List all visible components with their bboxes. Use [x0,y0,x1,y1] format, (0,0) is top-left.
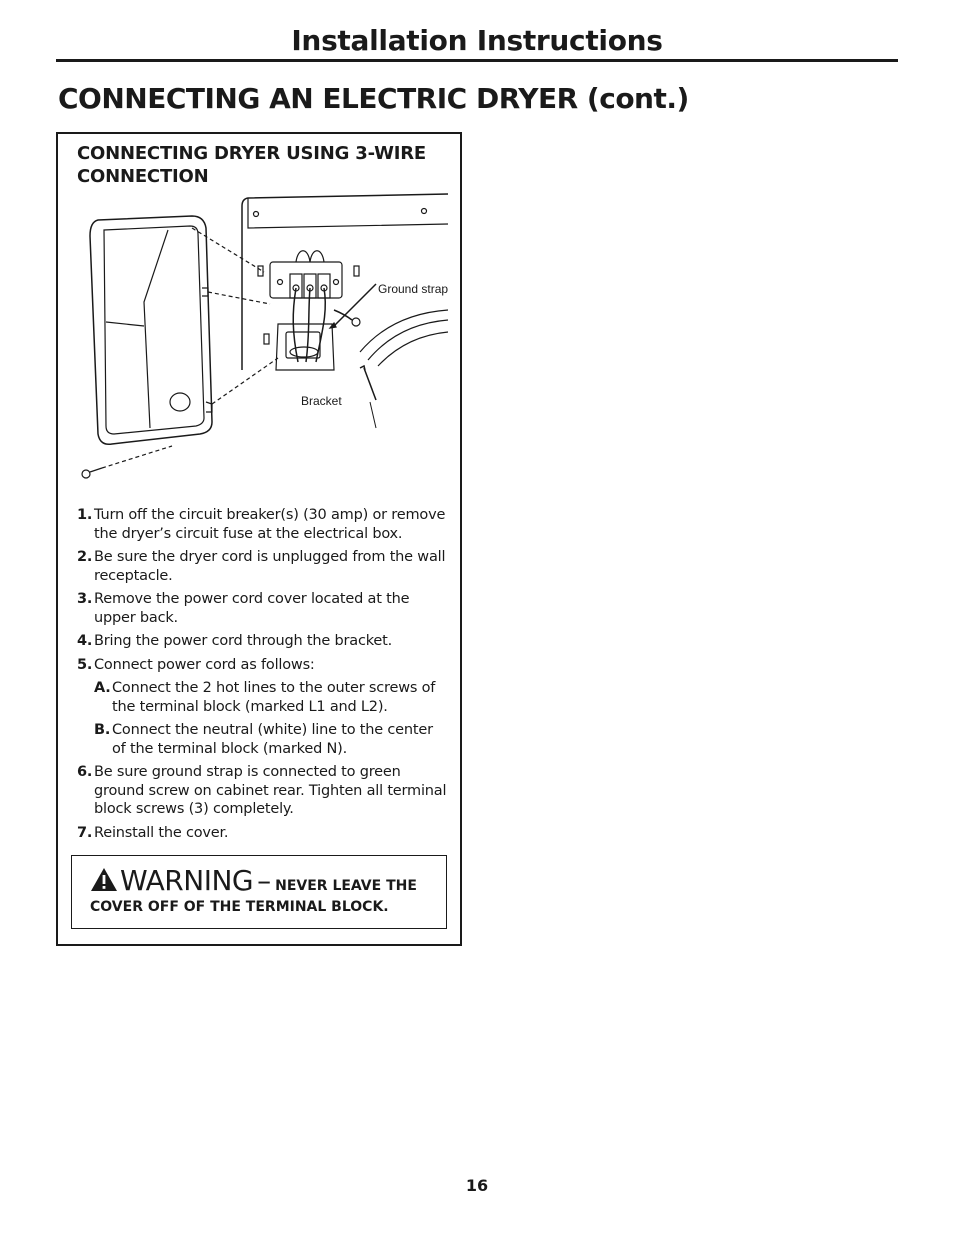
step-number: 3. [77,591,93,607]
step-text: Be sure ground strap is connected to green ground screw on cabinet rear. Tighten all terminal block screws (3) completely. [94,764,447,817]
ground-strap-label: Ground strap [378,282,449,296]
steps-list [77,506,449,847]
substep-text: Connect the neutral (white) line to the center of the terminal block (marked N). [112,722,433,757]
substep-letter: B. [94,722,111,738]
list-item [77,548,449,585]
warning-triangle-icon [90,867,118,892]
list-item [77,590,449,627]
list-subitem [77,721,449,758]
step-number: 6. [77,764,93,780]
step-number: 1. [77,507,93,523]
page-number: 16 [465,1176,489,1195]
panel-heading: CONNECTING DRYER USING 3-WIRE CONNECTION [77,143,426,187]
header-title: Installation Instructions [291,24,663,57]
warning-dash: – [257,864,272,897]
list-item [77,656,449,675]
bracket-label: Bracket [301,394,342,408]
section-title: CONNECTING AN ELECTRIC DRYER (cont.) [58,82,689,115]
step-text: Remove the power cord cover located at the upper back. [94,591,410,626]
list-item [77,763,449,819]
warning-text: NEVER LEAVE THE [275,878,417,894]
step-text: Bring the power cord through the bracket. [94,633,393,649]
step-number: 4. [77,633,93,649]
warning-word: WARNING [120,864,254,897]
warning-text-continued: COVER OFF OF THE TERMINAL BLOCK. [90,899,389,915]
warning-box [71,855,447,929]
step-number: 2. [77,549,93,565]
wiring-diagram [72,192,452,492]
substep-text: Connect the 2 hot lines to the outer screws of the terminal block (marked L1 and L2). [112,680,436,715]
list-item [77,506,449,543]
step-text: Connect power cord as follows: [94,656,315,673]
substep-letter: A. [94,680,111,696]
instructions-panel [56,132,462,946]
list-subitem [77,679,449,716]
header-rule [56,59,898,62]
step-text: Turn off the circuit breaker(s) (30 amp) or remove the dryer’s circuit fuse at the electrical box. [94,507,446,542]
step-number: 5. [77,656,93,673]
list-item [77,632,449,651]
step-number: 7. [77,824,93,841]
step-text: Reinstall the cover. [94,824,229,841]
step-text: Be sure the dryer cord is unplugged from the wall receptacle. [94,549,446,584]
list-item [77,824,449,843]
